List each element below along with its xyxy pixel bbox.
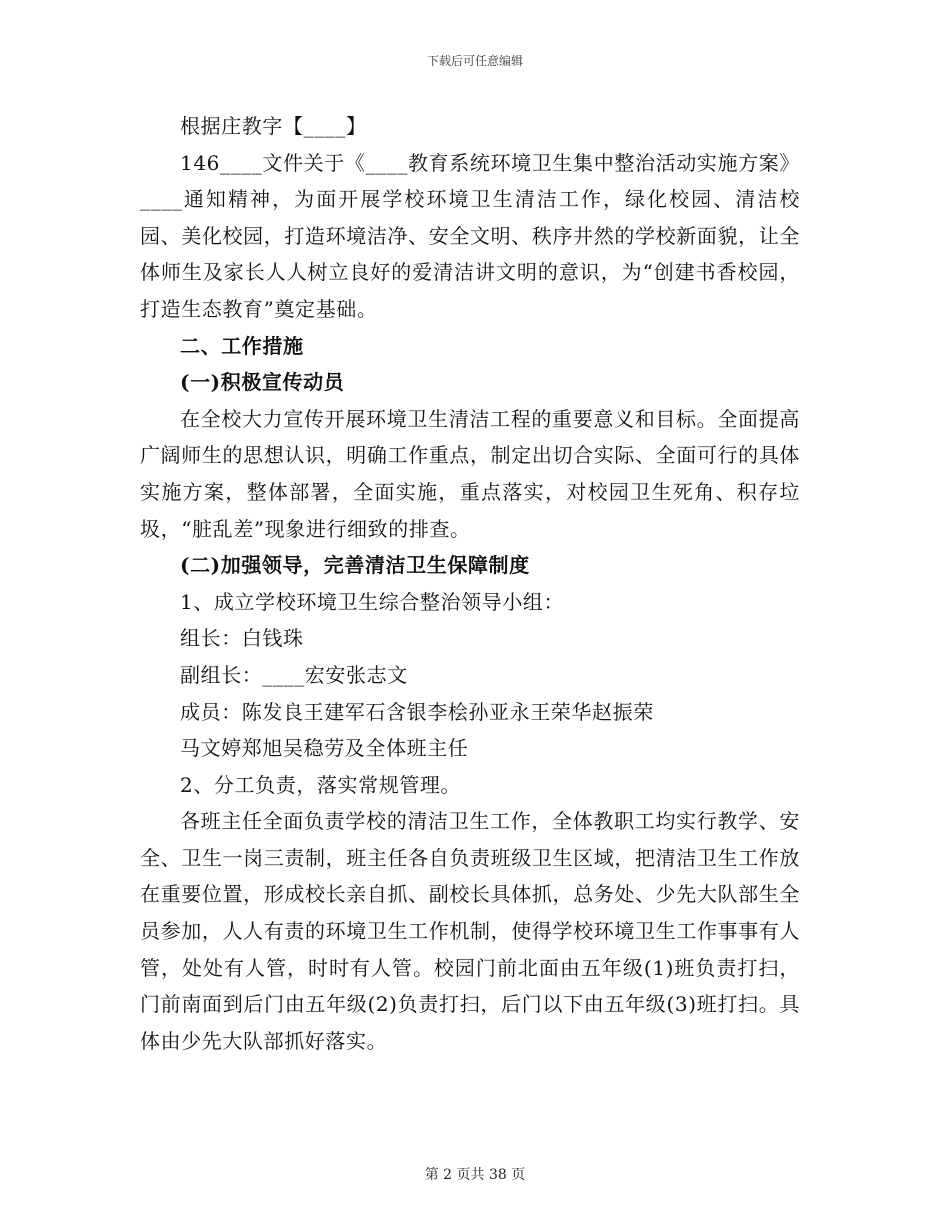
paragraph: 组长：白钱珠: [180, 626, 304, 651]
paragraph: 2、分工负责，落实常规管理。: [180, 772, 462, 797]
paragraph: 副组长：____宏安张志文: [180, 662, 408, 687]
document-body: [140, 108, 800, 1059]
section-heading: 二、工作措施: [180, 333, 304, 358]
subsection-heading: (二)加强领导，完善清洁卫生保障制度: [180, 553, 530, 578]
paragraph: 各班主任全面负责学校的清洁卫生工作，全体教职工均实行教学、安全、卫生一岗三责制，班主任各自负责班级卫生区域，把清洁卫生工作放在重要位置，形成校长亲自抓、副校长具体抓，总务处、少先大队部生全员参加，人人有责的环境卫生工作机制，使得学校环境卫生工作事事有人管，处处有人管，时时有人管。校园门前北面由五年级(1)班负责打扫，门前南面到后门由五年级(2)负责打扫，后门以下由五年级(3)班打扫。具体由少先大队部抓好落实。: [140, 809, 800, 1053]
subsection-heading: (一)积极宣传动员: [180, 370, 345, 395]
paragraph: 1、成立学校环境卫生综合整治领导小组：: [180, 589, 565, 614]
page-footer: 第 2 页共 38 页: [424, 1167, 526, 1183]
paragraph: 成员：陈发良王建军石含银李桧孙亚永王荣华赵振荣: [180, 699, 654, 724]
paragraph: 在全校大力宣传开展环境卫生清洁工程的重要意义和目标。全面提高广阔师生的思想认识，明确工作重点，制定出切合实际、全面可行的具体实施方案，整体部署，全面实施，重点落实，对校园卫生死角、积存垃圾，“脏乱差”现象进行细致的排查。: [140, 406, 800, 541]
paragraph: 146____文件关于《____教育系统环境卫生集中整治活动实施方案》____通知精神，为面开展学校环境卫生清洁工作，绿化校园、清洁校园、美化校园，打造环境洁净、安全文明、秩序井然的学校新面貌，让全体师生及家长人人树立良好的爱清洁讲文明的意识，为“创建书香校园，打造生态教育”奠定基础。: [140, 150, 800, 321]
paragraph: 马文婷郑旭吴稳劳及全体班主任: [180, 736, 469, 761]
paragraph: 根据庄教字【____】: [180, 114, 367, 138]
page-header: 下载后可任意编辑: [426, 54, 523, 68]
